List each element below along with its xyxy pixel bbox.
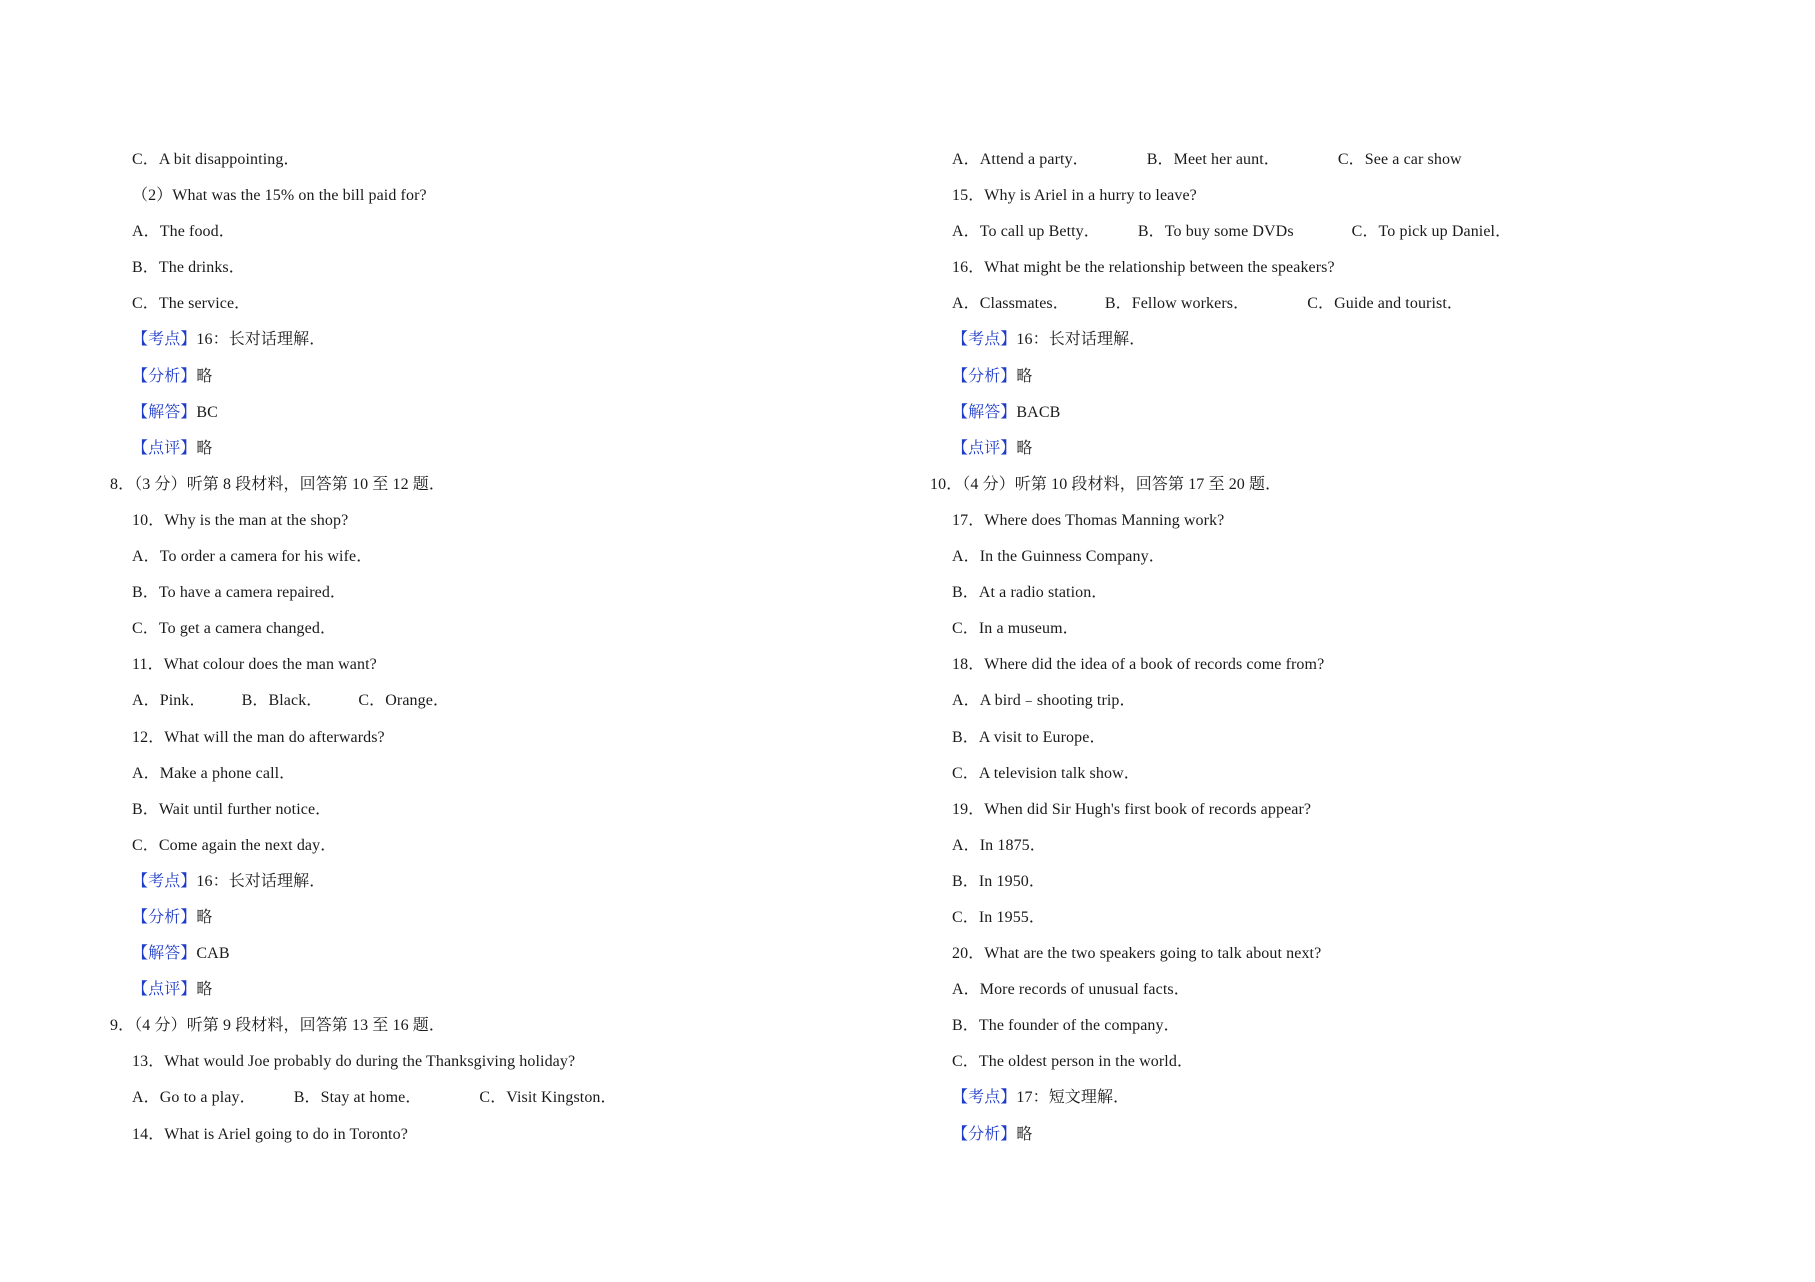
fenxi-label: 【分析】: [952, 1125, 1017, 1143]
option-a: A．Classmates．: [952, 295, 1069, 313]
left-column: [110, 142, 910, 1153]
question-line: 16．What might be the relationship between the speakers?: [952, 259, 1335, 277]
fenxi-text: 略: [196, 367, 213, 385]
kaodian-text: 16：长对话理解．: [196, 331, 326, 349]
fenxi-line: [110, 359, 910, 395]
dianping-label: 【点评】: [132, 981, 197, 999]
kaodian-text: 16：长对话理解．: [196, 872, 326, 890]
fenxi-label: 【分析】: [952, 367, 1017, 385]
kaodian-text: 17：短文理解．: [1016, 1089, 1130, 1107]
jieda-line: [930, 395, 1730, 431]
option-c: C．Visit Kingston．: [479, 1089, 617, 1107]
dianping-label: 【点评】: [132, 439, 197, 457]
options-row: [930, 214, 1730, 250]
question-line: 12．What will the man do afterwards?: [132, 728, 385, 746]
kaodian-label: 【考点】: [952, 1089, 1017, 1107]
option-line: B．In 1950．: [952, 872, 1045, 890]
option-line: C．In 1955．: [952, 908, 1045, 926]
option-a: A．Attend a party．: [952, 151, 1089, 168]
fenxi-label: 【分析】: [132, 908, 197, 926]
dianping-text: 略: [196, 981, 213, 999]
option-line: A．More records of unusual facts．: [952, 981, 1190, 999]
section-heading: 8．（3 分）听第 8 段材料，回答第 10 至 12 题．: [110, 475, 446, 493]
kaodian-line: [110, 864, 910, 900]
question-line: 14．What is Ariel going to do in Toronto?: [132, 1125, 408, 1143]
fenxi-text: 略: [1016, 1125, 1033, 1143]
kaodian-label: 【考点】: [952, 331, 1017, 349]
option-b: B．To buy some DVDs: [1137, 223, 1294, 241]
question-line: 17．Where does Thomas Manning work?: [952, 511, 1225, 529]
question-line: 20．What are the two speakers going to talk about next?: [952, 945, 1322, 963]
option-line: C．A television talk show．: [952, 764, 1140, 782]
question-line: 18．Where did the idea of a book of records come from?: [952, 656, 1325, 674]
kaodian-text: 16：长对话理解．: [1016, 331, 1146, 349]
dianping-text: 略: [1016, 439, 1033, 457]
fenxi-text: 略: [1016, 367, 1033, 385]
option-line: C．In a museum．: [952, 620, 1079, 638]
options-row: [110, 1080, 910, 1116]
option-b: B．Meet her aunt．: [1146, 151, 1280, 168]
option-line: C．A bit disappointing．: [132, 151, 300, 168]
option-line: B．The drinks．: [132, 259, 245, 277]
fenxi-line: [110, 900, 910, 936]
option-line: A．A bird﹣shooting trip．: [952, 692, 1136, 710]
kaodian-label: 【考点】: [132, 872, 197, 890]
option-c: C．To pick up Daniel．: [1351, 223, 1512, 241]
option-line: B．To have a camera repaired．: [132, 584, 347, 602]
jieda-label: 【解答】: [132, 403, 197, 421]
option-line: B．Wait until further notice．: [132, 800, 332, 818]
option-line: C．Come again the next day．: [132, 836, 337, 854]
option-b: B．Stay at home．: [293, 1089, 422, 1107]
jieda-text: CAB: [196, 945, 230, 963]
option-c: C．Guide and tourist．: [1307, 295, 1463, 313]
dianping-text: 略: [196, 439, 213, 457]
option-line: A．The food．: [132, 223, 235, 241]
kaodian-line: [930, 1080, 1730, 1116]
question-line: 10．Why is the man at the shop?: [132, 511, 349, 529]
kaodian-label: 【考点】: [132, 331, 197, 349]
option-line: A．In 1875．: [952, 836, 1046, 854]
jieda-label: 【解答】: [952, 403, 1017, 421]
option-a: A．Go to a play．: [132, 1089, 256, 1107]
option-line: C．The oldest person in the world．: [952, 1053, 1194, 1071]
fenxi-line: [930, 359, 1730, 395]
option-line: C．The service．: [132, 295, 251, 313]
right-column: [930, 142, 1730, 1153]
jieda-text: BACB: [1016, 403, 1061, 421]
option-line: A．In the Guinness Company．: [952, 548, 1165, 566]
option-line: B．A visit to Europe．: [952, 728, 1106, 746]
options-row: [930, 142, 1730, 178]
kaodian-line: [110, 322, 910, 358]
jieda-label: 【解答】: [132, 945, 197, 963]
jieda-line: [110, 936, 910, 972]
section-heading: 10．（4 分）听第 10 段材料，回答第 17 至 20 题．: [930, 475, 1282, 493]
kaodian-line: [930, 322, 1730, 358]
section-heading: 9．（4 分）听第 9 段材料，回答第 13 至 16 题．: [110, 1017, 446, 1035]
option-c: C．See a car show: [1337, 151, 1462, 168]
option-line: B．The founder of the company．: [952, 1017, 1180, 1035]
jieda-line: [110, 395, 910, 431]
options-row: [930, 286, 1730, 322]
question-line: （2）What was the 15% on the bill paid for?: [132, 187, 427, 205]
option-line: A．To order a camera for his wife．: [132, 548, 373, 566]
dianping-line: [110, 972, 910, 1008]
option-c: C．Orange．: [358, 692, 450, 710]
dianping-line: [110, 431, 910, 467]
dianping-line: [930, 431, 1730, 467]
fenxi-label: 【分析】: [132, 367, 197, 385]
option-a: A．Pink．: [132, 692, 206, 710]
option-b: B．Black．: [241, 692, 323, 710]
option-line: B．At a radio station．: [952, 584, 1108, 602]
fenxi-text: 略: [196, 908, 213, 926]
option-line: A．Make a phone call．: [132, 764, 296, 782]
option-b: B．Fellow workers．: [1104, 295, 1250, 313]
question-line: 11．What colour does the man want?: [132, 656, 377, 674]
option-line: C．To get a camera changed．: [132, 620, 337, 638]
question-line: 13．What would Joe probably do during the Thanksgiving holiday?: [132, 1053, 576, 1071]
option-a: A．To call up Betty．: [952, 223, 1100, 241]
question-line: 15．Why is Ariel in a hurry to leave?: [952, 187, 1197, 205]
question-line: 19．When did Sir Hugh's first book of records appear?: [952, 800, 1312, 818]
options-row: [110, 683, 910, 719]
jieda-text: BC: [196, 403, 218, 421]
dianping-label: 【点评】: [952, 439, 1017, 457]
fenxi-line: [930, 1117, 1730, 1153]
